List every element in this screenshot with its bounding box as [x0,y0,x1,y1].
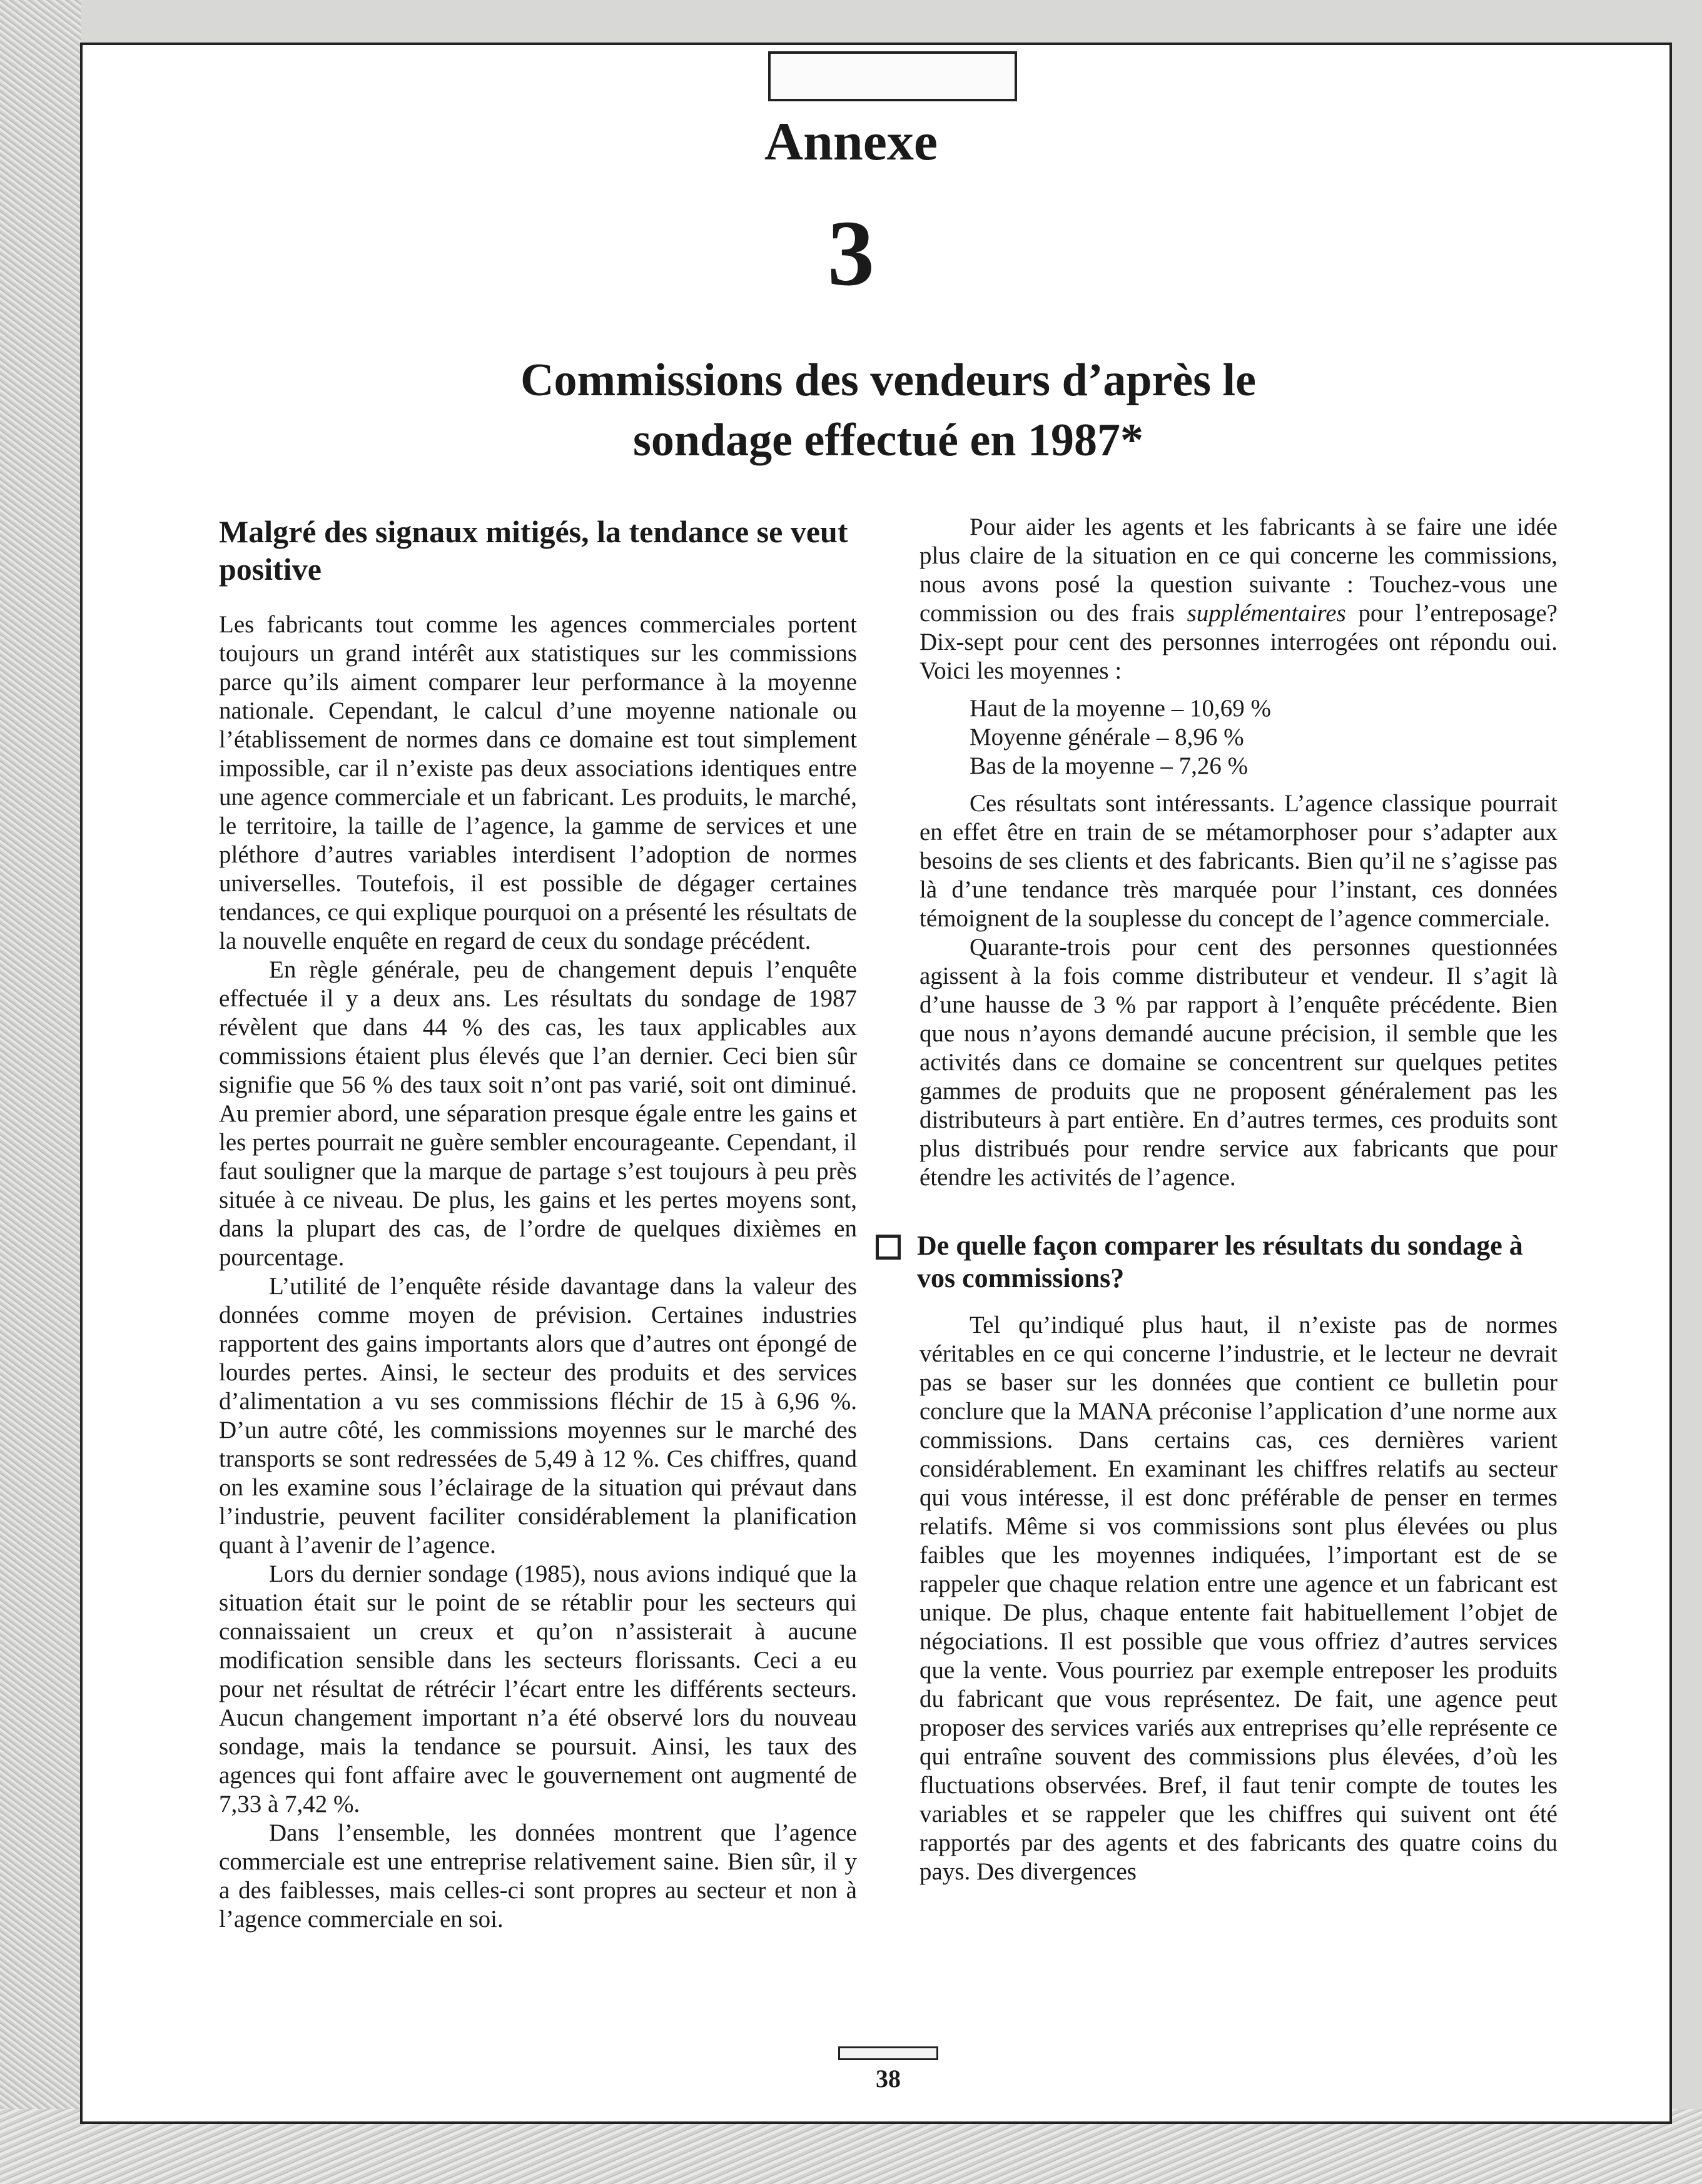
page-title-line-2: sondage effectué en 1987* [633,415,1143,466]
paragraph: L’utilité de l’enquête réside davantage dans la valeur des données comme moyen de prévision. Certaines industries rapportent des gains importants alors que d’autres ont épongé de lourdes pertes. Ainsi, le secteur des produits et des services d’alimentation a vu ses commissions fléchir de 15 à 6,96 %. D’un autre côté, les commissions moyennes sur le marché des transports se sont redressées de 5,49 à 12 %. Ces chiffres, quand on les examine sous l’éclairage de la situation qui prévaut dans l’industrie, peuvent faciliter considérablement la planification quant à l’avenir de l’agence. [219,1273,857,1559]
header-tab-box [768,51,1017,101]
paragraph: Dans l’ensemble, les données montrent que l’agence commerciale est une entreprise relativement saine. Bien sûr, il y a des faiblesses, mais celles-ci sont propres au secteur et non à l’agence commerciale en soi. [219,1819,857,1933]
paragraph: Lors du dernier sondage (1985), nous avions indiqué que la situation était sur le point de se rétablir pour les secteurs qui connaissaient un creux et qu’on n’assisterait à aucune modification sensible dans les secteurs florissants. Ceci a eu pour net résultat de rétrécir l’écart entre les différents secteurs. Aucun changement important n’a été observé lors du nouveau sondage, mais la tendance se poursuit. Ainsi, les taux des agences qui font affaire avec le gouvernement ont augmenté de 7,33 à 7,42 %. [219,1560,857,1817]
intro-text-start: Pour aider les agents et les fabricants à se faire une idée plus claire de la situation en ce qui concerne les commissions, nous avons posé la question suivante : Touchez-vous une commission ou des frais [919,513,1558,627]
paragraph: Tel qu’indiqué plus haut, il n’existe pas de normes véritables en ce qui concerne l’industrie, et le lecteur ne devrait pas se baser sur les données que contient ce bulletin pour conclure que la MANA préconise l’application d’une norme aux commissions. Dans certains cas, ces dernières varient considérablement. En examinant les chiffres relatifs au secteur qui vous intéresse, il est donc préférable de penser en termes relatifs. Même si vos commissions sont plus élevées ou plus faibles que les moyennes indiquées, l’important est de se rappeler que chaque relation entre une agence et un fabricant est unique. De plus, chaque entente fait habituellement l’objet de négociations. Il est possible que vous offriez d’autres services que la vente. Vous pourriez par exemple entreposer les produits du fabricant que vous représentez. De fait, une agence peut proposer des services variés aux entreprises qu’elle représente ce qui entraîne souvent des commissions plus élevées, d’où les fluctuations observées. Bref, il faut tenir compte de toutes les variables et se rappeler que les chiffres qui suivent ont été rapportés par des agents et des fabricants des quatre coins du pays. Des divergences [919,1312,1558,1885]
square-bullet-icon [876,1235,901,1260]
page-title-line-1: Commissions des vendeurs d’après le [520,355,1256,406]
intro-paragraph [919,513,1558,685]
averages-list [970,694,1558,781]
footer-bar [838,2046,938,2060]
section-heading-text: De quelle façon comparer les résultats du sondage à vos commissions? [917,1230,1523,1293]
left-column-heading: Malgré des signaux mitigés, la tendance se veut positive [219,514,848,587]
left-column [219,513,857,1934]
paragraph: Ces résultats sont intéressants. L’agence classique pourrait en effet être en train de se métamorphoser pour s’adapter aux besoins de ses clients et des fabricants. Bien qu’il ne s’agisse pas là d’une tendance très marquée pour l’instant, ces données témoignent de la souplesse du concept de l’agence commerciale. [919,790,1558,932]
scan-margin-left [0,0,81,2184]
page-number: 38 [876,2065,901,2093]
intro-italic-word: supplémentaires [1187,600,1346,627]
annexe-number: 3 [828,201,874,305]
right-column [919,513,1558,1886]
paragraph: Quarante-trois pour cent des personnes questionnées agissent à la fois comme distributeur et vendeur. Il s’agit là d’une hausse de 3 % par rapport à l’enquête précédente. Bien que nous n’ayons demandé aucune précision, il semble que les activités dans ce domaine se concentrent sur quelques petites gammes de produits que ne proposent généralement pas les distributeurs à part entière. En d’autres termes, ces produits sont plus distribués pour rendre service aux fabricants que pour étendre les activités de l’agence. [919,934,1558,1191]
average-high: Haut de la moyenne – 10,69 % [970,695,1271,722]
page-title [375,350,1401,470]
paragraph: Les fabricants tout comme les agences commerciales portent toujours un grand intérêt aux statistiques sur les commissions parce qu’ils aiment comparer leur performance à la moyenne nationale. Cependant, le calcul d’une moyenne nationale ou l’établissement de normes dans ce domaine est tout simplement impossible, car il n’existe pas deux associations identiques entre une agence commerciale et un fabricant. Les produits, le marché, le territoire, la taille de l’agence, la gamme de services et une pléthore d’autres variables interdisent l’adoption de normes universelles. Toutefois, il est possible de dégager certaines tendances, ce qui explique pourquoi on a présenté les résultats de la nouvelle enquête en regard de ceux du sondage précédent. [219,611,857,954]
section-heading [876,1230,1558,1295]
average-low: Bas de la moyenne – 7,26 % [970,752,1249,779]
intro-text-end: pour l’entreposage? Dix-sept pour cent des personnes interrogées ont répondu oui. Voici les moyennes : [919,600,1558,684]
paragraph: En règle générale, peu de changement depuis l’enquête effectuée il y a deux ans. Les résultats du sondage de 1987 révèlent que dans 44 % des cas, les taux applicables aux commissions étaient plus élevés que l’an dernier. Ceci bien sûr signifie que 56 % des taux soit n’ont pas varié, soit ont diminué. Au premier abord, une séparation presque égale entre les gains et les pertes pourrait ne guère sembler encourageante. Cependant, il faut souligner que la marque de partage s’est toujours à peu près située à ce niveau. De plus, les gains et les pertes moyens sont, dans la plupart des cas, de l’ordre de quelques dixièmes en pourcentage. [219,956,857,1271]
annexe-label: Annexe [764,111,938,171]
average-overall: Moyenne générale – 8,96 % [970,724,1244,751]
